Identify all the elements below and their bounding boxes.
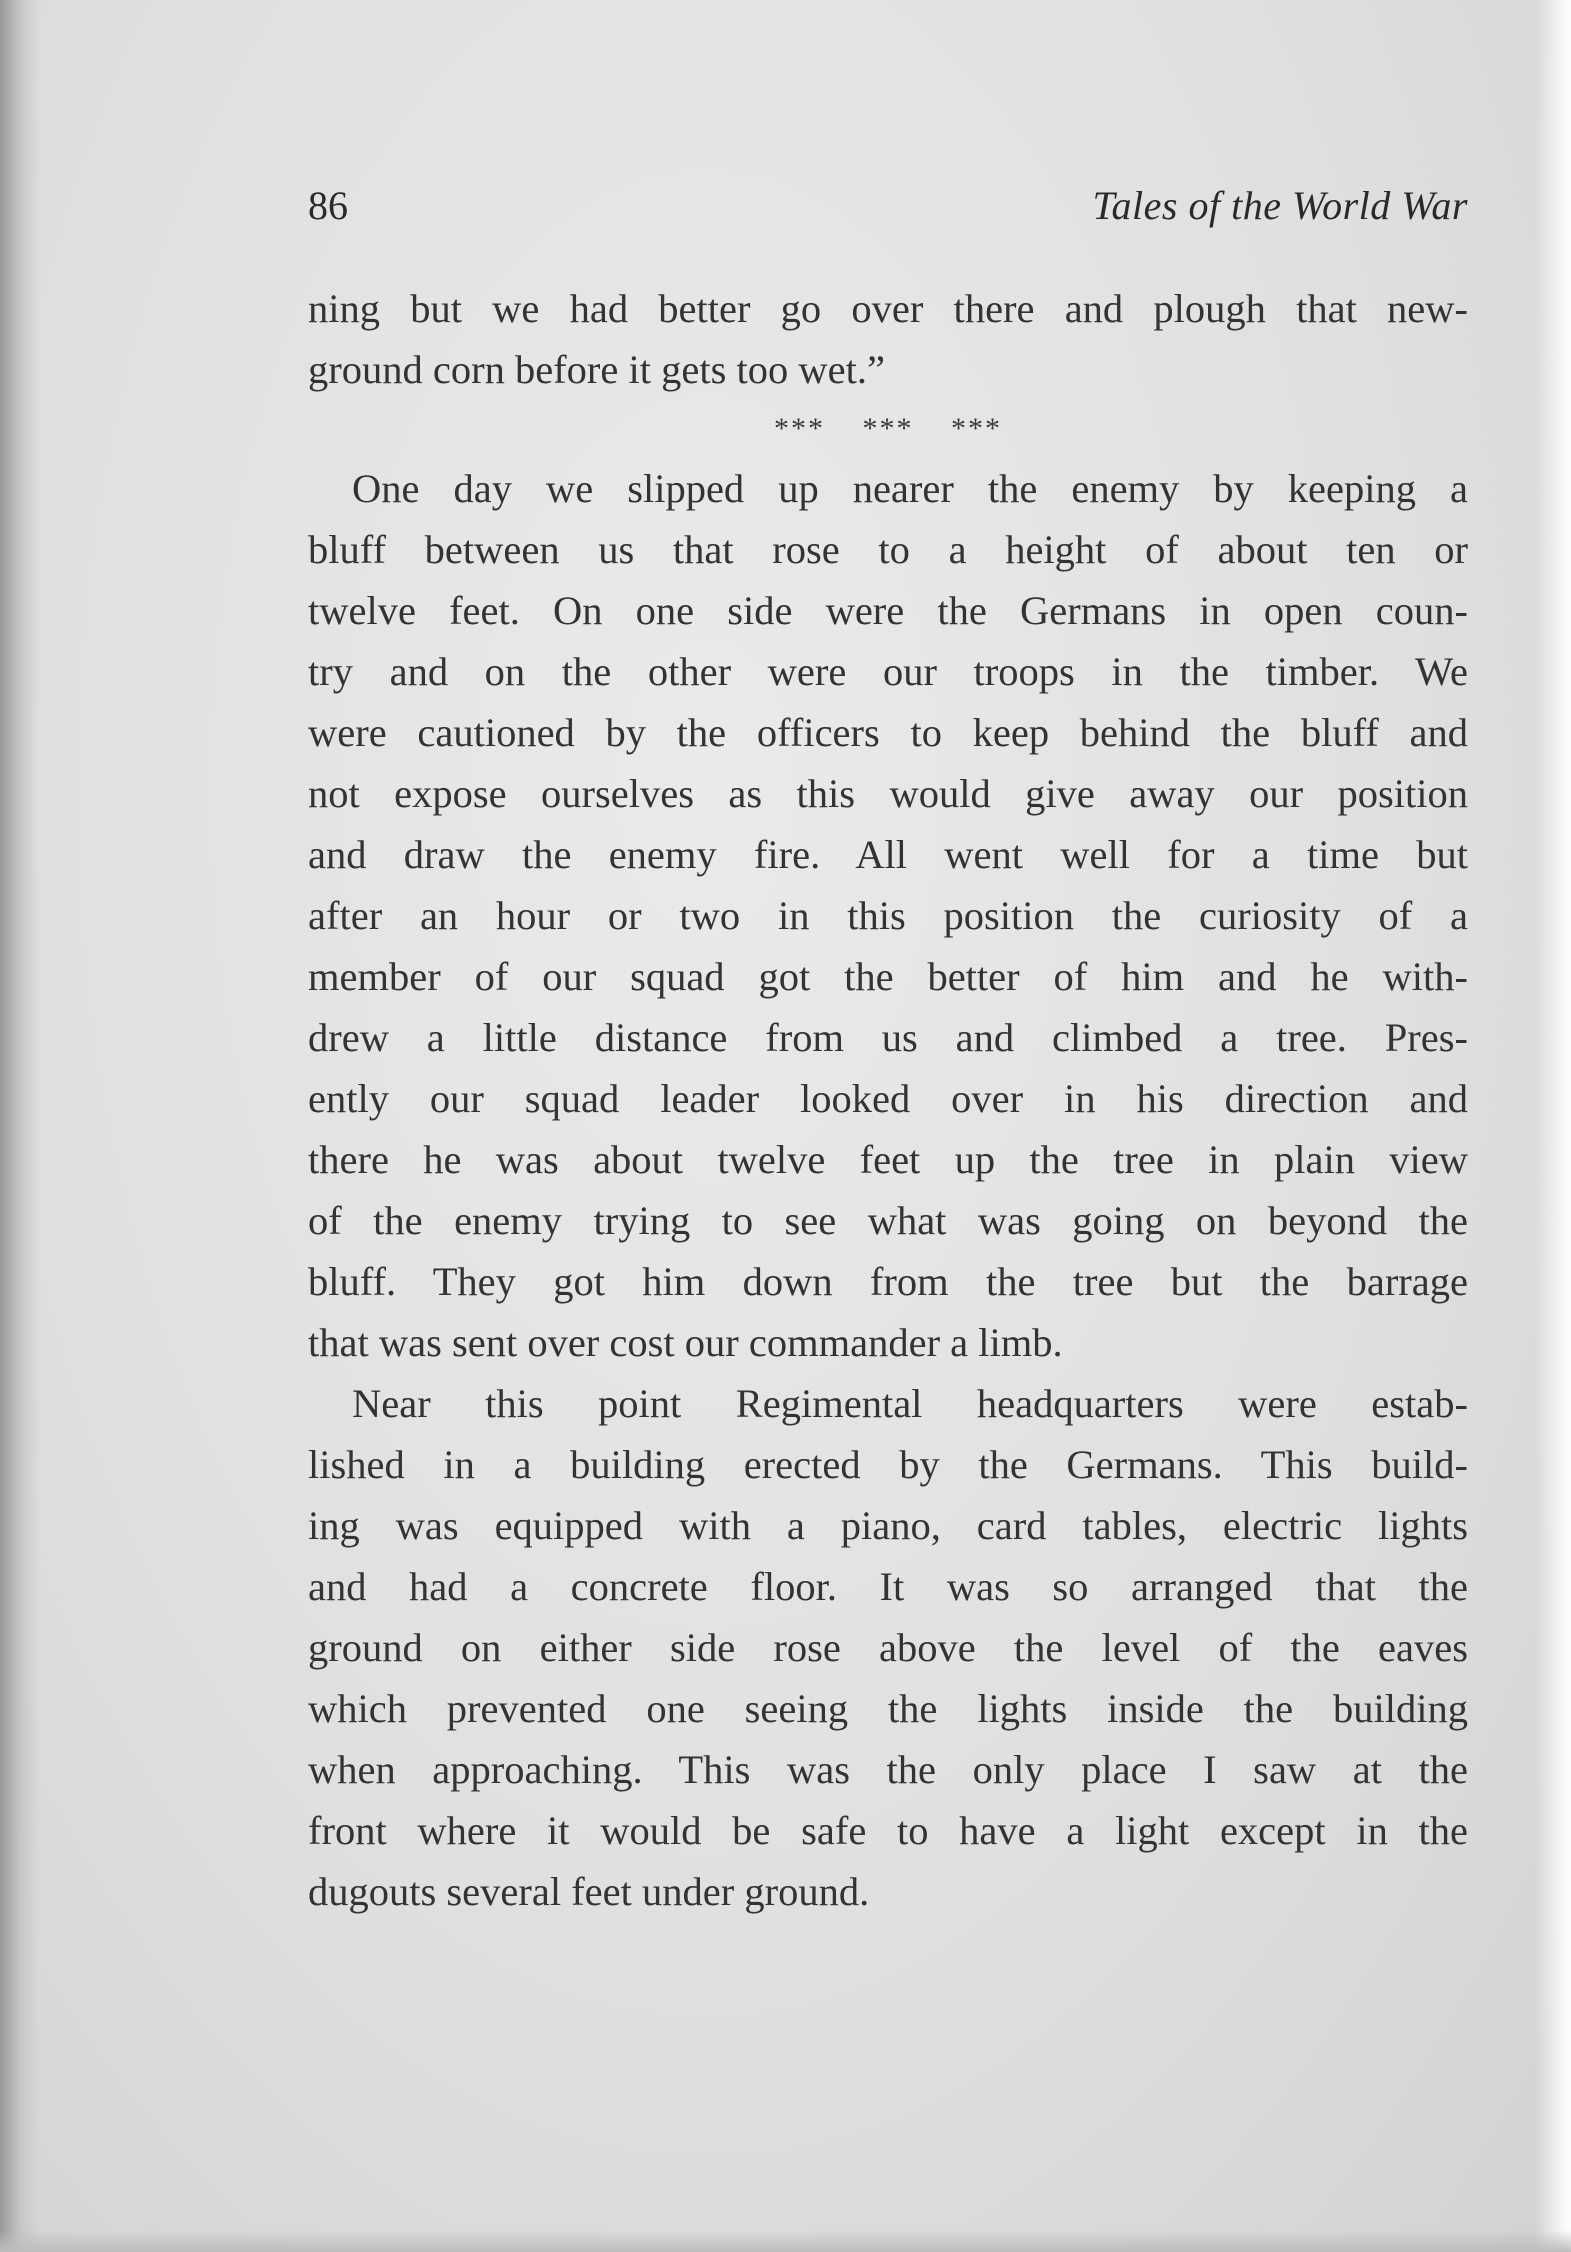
text-line: bluff between us that rose to a height of about ten or — [308, 527, 1468, 572]
text-line: ning but we had better go over there and plough that new- — [308, 286, 1468, 331]
spine-shadow — [0, 0, 40, 2252]
text-line: ground corn before it gets too wet.” — [308, 347, 885, 392]
section-separator: *** *** *** — [774, 412, 1002, 445]
text-line: ently our squad leader looked over in his direction and — [308, 1076, 1468, 1121]
book-title: Tales of the World War — [1092, 183, 1468, 228]
text-line: were cautioned by the officers to keep behind the bluff and — [308, 710, 1468, 755]
text-line: member of our squad got the better of him and he with- — [308, 954, 1468, 999]
text-line: which prevented one seeing the lights inside the building — [308, 1686, 1468, 1731]
text-line: and draw the enemy fire. All went well for a time but — [308, 832, 1468, 877]
text-line: lished in a building erected by the Germans. This build- — [308, 1442, 1468, 1487]
running-header — [308, 172, 1468, 232]
text-line: front where it would be safe to have a light except in the — [308, 1808, 1468, 1853]
text-line: ing was equipped with a piano, card tables, electric lights — [308, 1503, 1468, 1548]
text-line: when approaching. This was the only place I saw at the — [308, 1747, 1468, 1792]
text-line: One day we slipped up nearer the enemy by keeping a — [352, 466, 1468, 511]
text-line: twelve feet. On one side were the Germans in open coun- — [308, 588, 1468, 633]
body-text — [308, 278, 1468, 1922]
text-line: dugouts several feet under ground. — [308, 1869, 870, 1914]
page-edge-bottom — [0, 2230, 1571, 2252]
text-line: there he was about twelve feet up the tree in plain view — [308, 1137, 1468, 1182]
text-line: try and on the other were our troops in the timber. We — [308, 649, 1468, 694]
text-line: that was sent over cost our commander a limb. — [308, 1320, 1063, 1365]
text-line: after an hour or two in this position the curiosity of a — [308, 893, 1468, 938]
text-line: and had a concrete floor. It was so arranged that the — [308, 1564, 1468, 1609]
text-line: ground on either side rose above the level of the eaves — [308, 1625, 1468, 1670]
page-number: 86 — [308, 183, 348, 228]
text-line: bluff. They got him down from the tree but the barrage — [308, 1259, 1468, 1304]
text-line: drew a little distance from us and climbed a tree. Pres- — [308, 1015, 1468, 1060]
text-line: not expose ourselves as this would give away our position — [308, 771, 1468, 816]
text-line: of the enemy trying to see what was going on beyond the — [308, 1198, 1468, 1243]
page-edge-right — [1535, 0, 1571, 2252]
text-line: Near this point Regimental headquarters were estab- — [352, 1381, 1468, 1426]
